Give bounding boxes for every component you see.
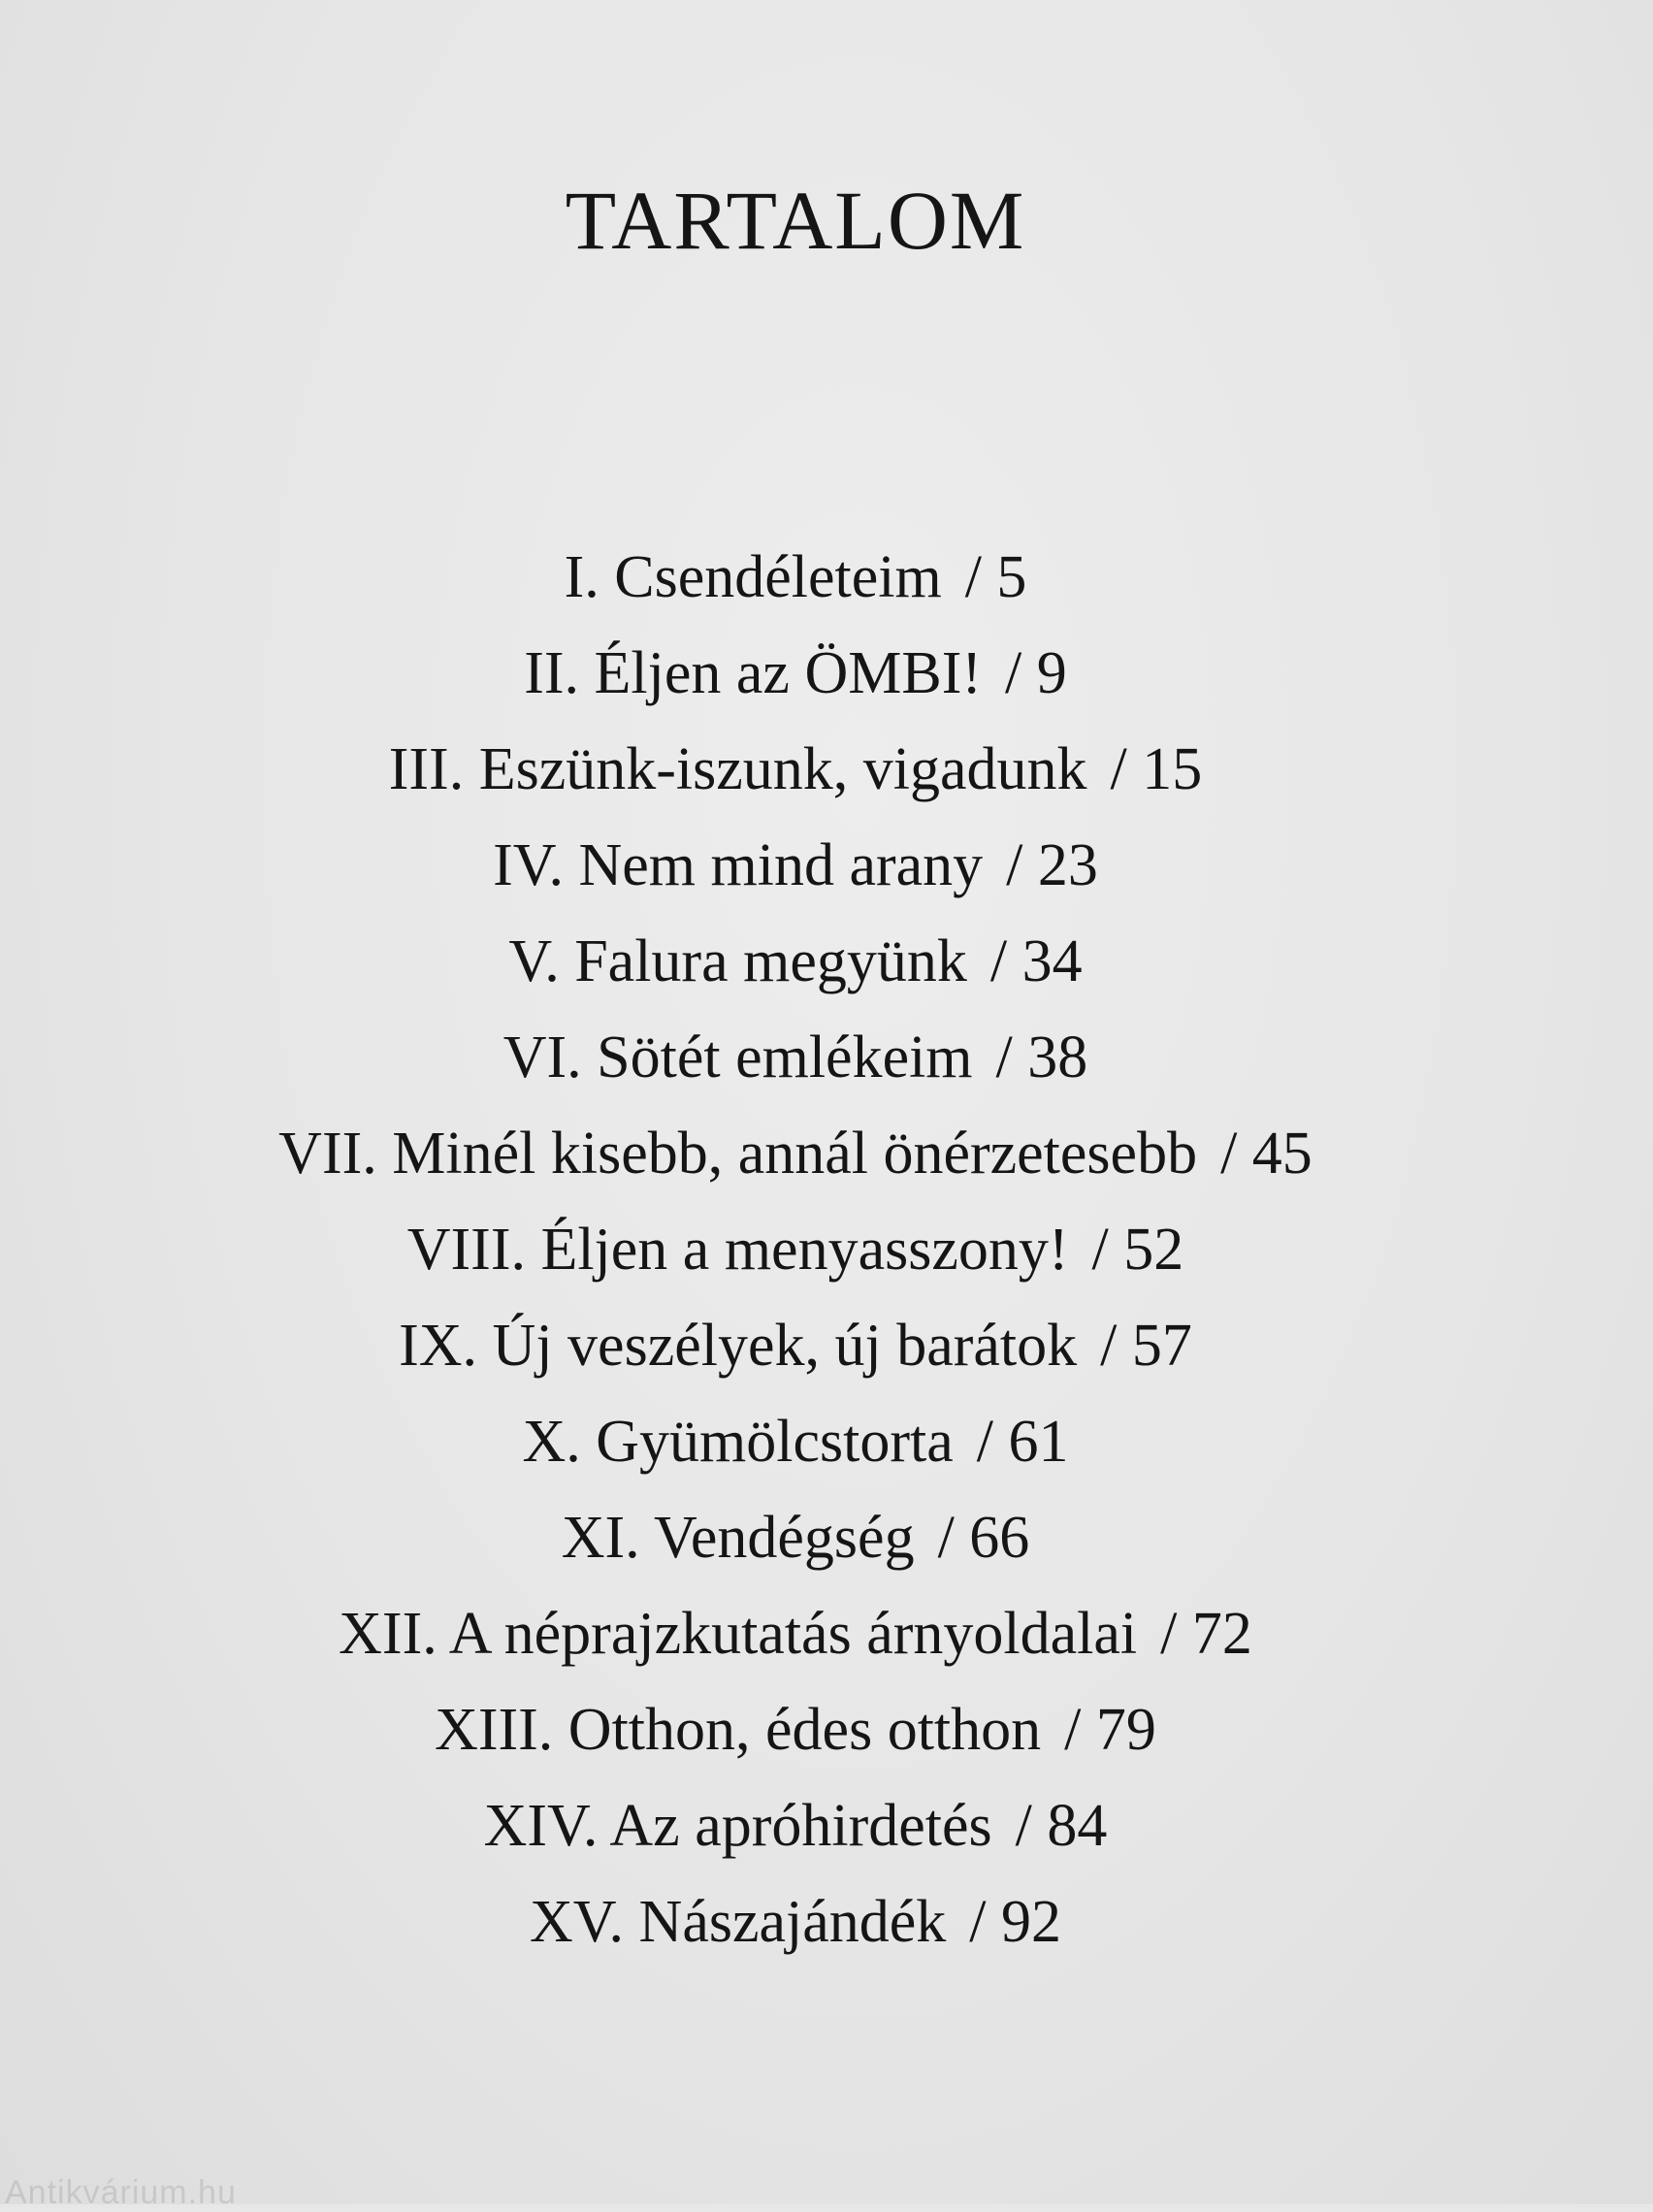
toc-entry-page: / 61 — [976, 1408, 1069, 1475]
toc-entry-title: IV. Nem mind arany — [493, 831, 984, 898]
watermark: Antikvárium.hu — [5, 2174, 237, 2211]
toc-entry — [0, 1201, 1591, 1297]
toc-entry — [0, 1009, 1591, 1105]
toc-entry-page: / 15 — [1110, 735, 1203, 802]
toc-entry-title: XII. A néprajzkutatás árnyoldalai — [339, 1600, 1138, 1667]
toc-entry-page: / 9 — [1005, 639, 1067, 706]
toc-entry-title: VII. Minél kisebb, annál önérzetesebb — [278, 1120, 1198, 1187]
table-of-contents — [0, 529, 1591, 1969]
toc-entry-title: IX. Új veszélyek, új barátok — [399, 1312, 1078, 1379]
toc-entry — [0, 1105, 1591, 1201]
toc-entry — [0, 1297, 1591, 1393]
toc-entry — [0, 625, 1591, 721]
toc-entry-page: / 34 — [989, 927, 1083, 994]
toc-entry-page: / 79 — [1064, 1696, 1156, 1763]
toc-entry-title: XV. Nászajándék — [529, 1888, 947, 1955]
toc-entry — [0, 913, 1591, 1009]
toc-entry-page: / 45 — [1220, 1120, 1313, 1187]
toc-entry — [0, 1489, 1591, 1585]
toc-entry-title: II. Éljen az ÖMBI! — [524, 639, 982, 706]
toc-entry-page: / 84 — [1015, 1792, 1108, 1859]
toc-entry-page: / 52 — [1091, 1216, 1184, 1283]
toc-entry — [0, 1393, 1591, 1489]
toc-entry-title: VIII. Éljen a menyasszony! — [406, 1216, 1069, 1283]
toc-entry-page: / 72 — [1160, 1600, 1252, 1667]
toc-entry — [0, 817, 1591, 913]
toc-entry-page: / 23 — [1006, 831, 1098, 898]
toc-entry-page: / 92 — [969, 1888, 1061, 1955]
toc-entry-page: / 66 — [937, 1504, 1030, 1571]
toc-entry-title: X. Gyümölcstorta — [522, 1408, 954, 1475]
toc-entry-title: V. Falura megyünk — [508, 927, 967, 994]
toc-entry — [0, 1777, 1591, 1873]
toc-entry-title: XIII. Otthon, édes otthon — [435, 1696, 1042, 1763]
page-title: TARTALOM — [565, 173, 1026, 267]
toc-entry-title: XI. Vendégség — [561, 1504, 915, 1571]
toc-entry — [0, 1873, 1591, 1969]
toc-entry — [0, 1585, 1591, 1681]
toc-entry-page: / 5 — [964, 543, 1027, 610]
toc-entry — [0, 721, 1591, 817]
toc-entry — [0, 529, 1591, 625]
toc-entry-title: I. Csendéleteim — [564, 543, 942, 610]
toc-entry-page: / 38 — [995, 1024, 1088, 1090]
toc-entry — [0, 1681, 1591, 1777]
toc-entry-title: XIV. Az apróhirdetés — [483, 1792, 992, 1859]
toc-entry-title: VI. Sötét emlékeim — [502, 1024, 973, 1090]
toc-entry-page: / 57 — [1100, 1312, 1192, 1379]
toc-entry-title: III. Eszünk-iszunk, vigadunk — [388, 735, 1087, 802]
